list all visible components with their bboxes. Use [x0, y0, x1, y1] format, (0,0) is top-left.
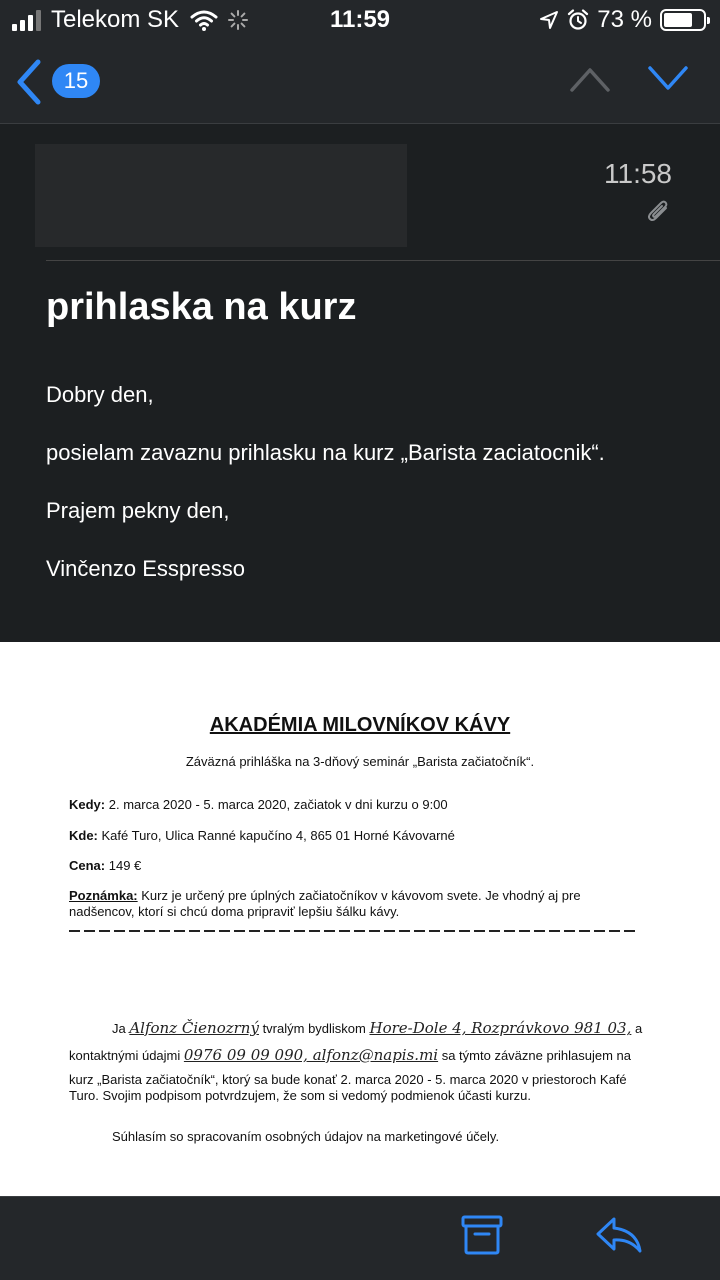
declaration-prihlasujem: sa týmto záväzne prihlasujem na [438, 1048, 632, 1063]
email-body-line: Prajem pekny den, [46, 498, 230, 523]
declaration-a: a [631, 1021, 643, 1036]
handwritten-address: Hore-Dole 4, Rozprávkovo 981 03, [369, 1019, 632, 1037]
sender-redacted-block[interactable] [35, 144, 407, 247]
unread-count-badge[interactable]: 15 [52, 64, 100, 98]
next-message-chevron-icon[interactable] [646, 64, 690, 94]
status-time: 11:59 [329, 6, 391, 33]
document-subtitle: Záväzná prihláška na 3-dňový seminár „Barista začiatočník“. [185, 754, 535, 769]
handwritten-contact: 0976 09 09 090, alfonz@napis.mi [183, 1046, 439, 1064]
alarm-clock-icon [567, 9, 589, 31]
document-title: AKADÉMIA MILOVNÍKOV KÁVY [209, 714, 511, 736]
back-chevron-icon[interactable] [14, 58, 44, 106]
dashed-separator [69, 930, 639, 932]
kde-value: Kafé Turo, Ulica Ranné kapučíno 4, 865 01 Horné Kávovarné [97, 828, 455, 843]
kde-line [69, 828, 659, 844]
nav-bar [0, 40, 720, 124]
declaration-kurz-text: kurz „Barista začiatočník“, ktorý sa bude konať 2. marca 2020 - 5. marca 2020 v priestoroch Kafé Turo. Svojim podpisom potvrdzujem, že som si vedomý podmienok účasti kurzu. [69, 1072, 627, 1103]
cena-value: 149 € [105, 858, 142, 873]
cena-line [69, 858, 659, 874]
status-bar [0, 0, 720, 40]
previous-message-chevron-icon[interactable] [568, 64, 612, 94]
cena-label: Cena: [69, 858, 106, 873]
consent-text: Súhlasím so spracovaním osobných údajov na marketingové účely. [112, 1129, 500, 1144]
status-right [539, 6, 706, 34]
declaration-line-2 [69, 1047, 669, 1064]
declaration-ja: Ja [112, 1021, 130, 1036]
kedy-label: Kedy: [69, 797, 106, 812]
kedy-line [69, 797, 659, 813]
declaration-line-1 [112, 1020, 672, 1037]
email-body-line: Dobry den, [46, 382, 154, 407]
declaration-kontakt: kontaktnými údajmi [69, 1048, 184, 1063]
kedy-value: 2. marca 2020 - 5. marca 2020, začiatok v dni kurzu o 9:00 [105, 797, 448, 812]
attachment-preview[interactable] [0, 642, 720, 1196]
battery-icon [660, 9, 706, 31]
email-view [0, 124, 720, 642]
email-subject: prihlaska na kurz [46, 286, 357, 328]
location-arrow-icon [539, 10, 559, 30]
battery-percent: 73 % [597, 6, 652, 33]
carrier-name: Telekom SK [51, 6, 180, 33]
paperclip-icon [646, 198, 672, 226]
email-signature: Vinčenzo Esspresso [46, 556, 245, 581]
header-divider [46, 260, 720, 261]
poznamka-line [69, 888, 629, 920]
poznamka-value: Kurz je určený pre úplných začiatočníkov v kávovom svete. Je vhodný aj pre nadšencov, ktorí si chcú doma pripraviť lepšiu šálku kávy. [69, 888, 581, 919]
bottom-toolbar [0, 1196, 720, 1280]
archive-box-icon[interactable] [460, 1213, 504, 1257]
poznamka-label: Poznámka: [69, 888, 138, 903]
kde-label: Kde: [69, 828, 98, 843]
declaration-bydlisko: tvralým bydliskom [258, 1021, 370, 1036]
email-time: 11:58 [604, 158, 672, 189]
reply-arrow-icon[interactable] [594, 1213, 644, 1257]
handwritten-name: Alfonz Čienozrný [129, 1019, 259, 1037]
email-body-line: posielam zavaznu prihlasku na kurz „Barista zaciatocnik“. [46, 440, 605, 465]
battery-fill [664, 13, 692, 27]
